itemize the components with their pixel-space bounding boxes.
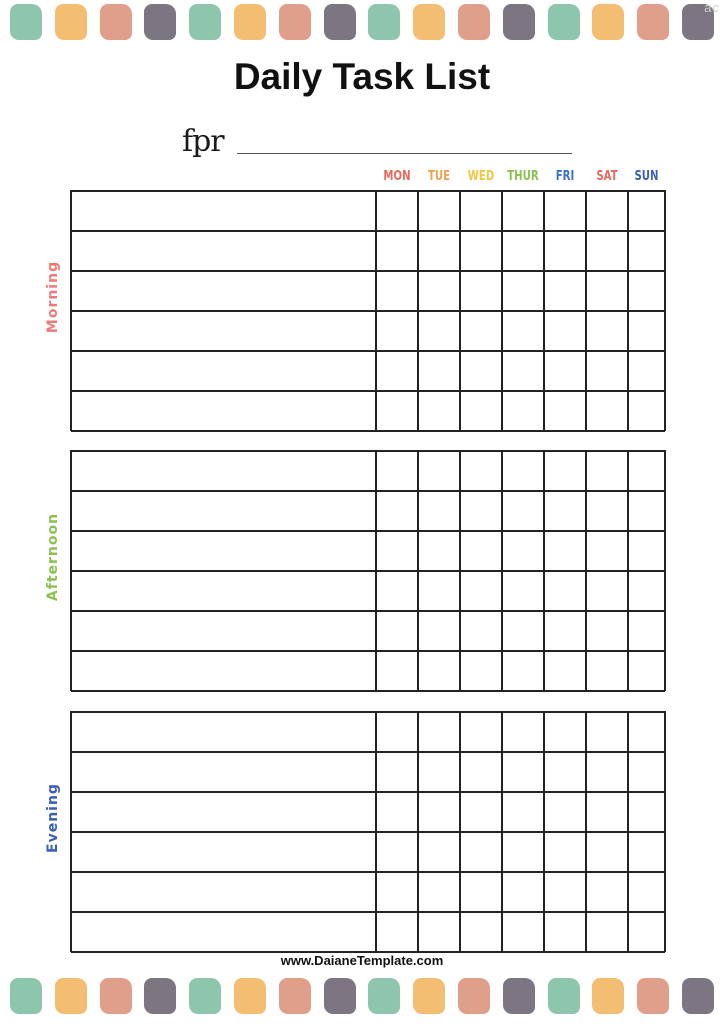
decorative-blob <box>189 4 221 40</box>
grid-column-line <box>664 711 666 952</box>
decorative-blob <box>413 4 445 40</box>
grid-column-line <box>585 450 587 691</box>
grid-column-line <box>627 450 629 691</box>
decorative-blob <box>144 4 176 40</box>
decorative-blob <box>368 978 400 1014</box>
task-grid-morning <box>71 191 665 431</box>
grid-column-line <box>459 450 461 691</box>
bottom-decoration-row <box>0 978 724 1018</box>
grid-column-line <box>459 711 461 952</box>
grid-row-line <box>71 310 665 312</box>
decorative-blob <box>279 4 311 40</box>
grid-row-line <box>71 430 665 432</box>
page-title: Daily Task List <box>233 56 491 97</box>
decorative-blob <box>413 978 445 1014</box>
day-label-sun: SUN <box>634 169 659 184</box>
footer-website: www.DaianeTemplate.com <box>280 953 444 968</box>
day-label-fri: FRI <box>555 169 575 184</box>
decorative-blob <box>234 978 266 1014</box>
decorative-blob <box>10 978 42 1014</box>
decorative-blob <box>189 978 221 1014</box>
day-label-wed: WED <box>467 169 495 184</box>
decorative-blob <box>458 4 490 40</box>
decorative-blob <box>368 4 400 40</box>
grid-row-line <box>71 350 665 352</box>
grid-row-line <box>71 831 665 833</box>
section-label-morning: Morning <box>45 260 61 334</box>
grid-row-line <box>71 270 665 272</box>
grid-column-line <box>70 711 72 952</box>
grid-row-line <box>71 911 665 913</box>
task-grid-afternoon <box>71 451 665 691</box>
decorative-blob <box>458 978 490 1014</box>
corner-watermark: ac <box>704 0 720 15</box>
grid-column-line <box>70 190 72 431</box>
day-label-mon: MON <box>383 169 411 184</box>
grid-column-line <box>585 190 587 431</box>
grid-row-line <box>71 570 665 572</box>
grid-column-line <box>459 190 461 431</box>
decorative-blob <box>503 978 535 1014</box>
grid-column-line <box>501 711 503 952</box>
decorative-blob <box>324 4 356 40</box>
decorative-blob <box>637 978 669 1014</box>
grid-row-line <box>71 650 665 652</box>
section-label-afternoon: Afternoon <box>45 512 61 602</box>
grid-column-line <box>664 450 666 691</box>
grid-column-line <box>375 711 377 952</box>
grid-row-line <box>71 751 665 753</box>
decorative-blob <box>144 978 176 1014</box>
top-decoration-row <box>0 4 724 44</box>
grid-row-line <box>71 450 665 452</box>
decorative-blob <box>548 4 580 40</box>
grid-column-line <box>417 711 419 952</box>
grid-column-line <box>417 190 419 431</box>
grid-row-line <box>71 390 665 392</box>
grid-row-line <box>71 230 665 232</box>
decorative-blob <box>682 978 714 1014</box>
grid-column-line <box>501 190 503 431</box>
grid-column-line <box>543 711 545 952</box>
day-label-tue: TUE <box>427 169 451 184</box>
grid-column-line <box>664 190 666 431</box>
for-label: fpr <box>182 124 224 159</box>
section-label-evening: Evening <box>45 783 61 853</box>
grid-column-line <box>501 450 503 691</box>
grid-column-line <box>375 190 377 431</box>
decorative-blob <box>592 4 624 40</box>
grid-column-line <box>627 190 629 431</box>
decorative-blob <box>55 4 87 40</box>
decorative-blob <box>548 978 580 1014</box>
grid-column-line <box>375 450 377 691</box>
decorative-blob <box>234 4 266 40</box>
decorative-blob <box>637 4 669 40</box>
decorative-blob <box>324 978 356 1014</box>
decorative-blob <box>592 978 624 1014</box>
grid-row-line <box>71 871 665 873</box>
day-label-sat: SAT <box>596 169 618 184</box>
decorative-blob <box>10 4 42 40</box>
grid-row-line <box>71 190 665 192</box>
grid-row-line <box>71 610 665 612</box>
grid-column-line <box>417 450 419 691</box>
decorative-blob <box>100 4 132 40</box>
day-label-thur: THUR <box>507 169 539 184</box>
grid-row-line <box>71 690 665 692</box>
for-name-line[interactable] <box>237 153 572 154</box>
decorative-blob <box>279 978 311 1014</box>
grid-column-line <box>543 450 545 691</box>
grid-row-line <box>71 490 665 492</box>
grid-row-line <box>71 530 665 532</box>
grid-column-line <box>627 711 629 952</box>
grid-column-line <box>543 190 545 431</box>
decorative-blob <box>503 4 535 40</box>
grid-row-line <box>71 791 665 793</box>
task-grid-evening <box>71 712 665 952</box>
decorative-blob <box>55 978 87 1014</box>
grid-column-line <box>70 450 72 691</box>
grid-column-line <box>585 711 587 952</box>
decorative-blob <box>100 978 132 1014</box>
grid-row-line <box>71 711 665 713</box>
